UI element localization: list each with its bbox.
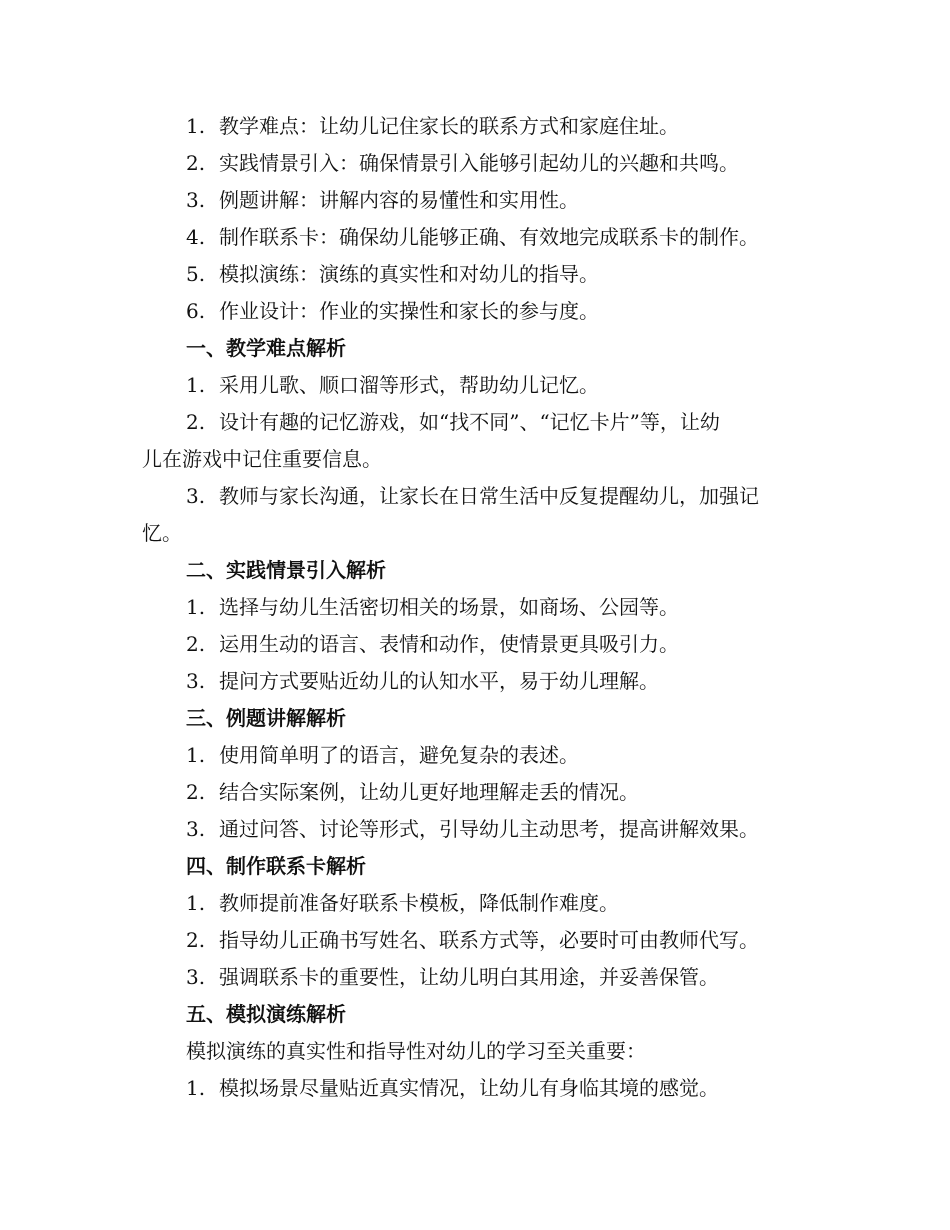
list-item-continuation: 儿在游戏中记住重要信息。 [142, 447, 382, 471]
list-item: 5. 模拟演练：演练的真实性和对幼儿的指导。 [186, 262, 599, 286]
list-item: 3. 提问方式要贴近幼儿的认知水平，易于幼儿理解。 [186, 669, 659, 693]
list-item: 1. 使用简单明了的语言，避免复杂的表述。 [186, 743, 579, 767]
section-heading: 四、制作联系卡解析 [186, 854, 366, 878]
list-item: 3. 教师与家长沟通，让家长在日常生活中反复提醒幼儿，加强记 [186, 484, 759, 508]
section-heading: 一、教学难点解析 [186, 336, 346, 360]
list-item: 6. 作业设计：作业的实操性和家长的参与度。 [186, 299, 599, 323]
list-item: 4. 制作联系卡：确保幼儿能够正确、有效地完成联系卡的制作。 [186, 225, 759, 249]
list-item: 2. 设计有趣的记忆游戏，如“找不同”、“记忆卡片”等，让幼 [186, 410, 720, 434]
list-item: 1. 采用儿歌、顺口溜等形式，帮助幼儿记忆。 [186, 373, 599, 397]
section-heading: 三、例题讲解解析 [186, 706, 346, 730]
list-item: 2. 实践情景引入：确保情景引入能够引起幼儿的兴趣和共鸣。 [186, 151, 739, 175]
intro-list [142, 108, 810, 330]
list-item: 1. 模拟场景尽量贴近真实情况，让幼儿有身临其境的感觉。 [186, 1076, 719, 1100]
list-item: 2. 指导幼儿正确书写姓名、联系方式等，必要时可由教师代写。 [186, 928, 759, 952]
paragraph: 模拟演练的真实性和指导性对幼儿的学习至关重要： [186, 1039, 646, 1063]
list-item: 3. 例题讲解：讲解内容的易懂性和实用性。 [186, 188, 579, 212]
list-item: 1. 选择与幼儿生活密切相关的场景，如商场、公园等。 [186, 595, 679, 619]
section-heading: 二、实践情景引入解析 [186, 558, 386, 582]
list-item: 3. 通过问答、讨论等形式，引导幼儿主动思考，提高讲解效果。 [186, 817, 759, 841]
list-item: 1. 教学难点：让幼儿记住家长的联系方式和家庭住址。 [186, 114, 679, 138]
list-item: 2. 结合实际案例，让幼儿更好地理解走丢的情况。 [186, 780, 639, 804]
list-item: 3. 强调联系卡的重要性，让幼儿明白其用途，并妥善保管。 [186, 965, 719, 989]
list-item: 1. 教师提前准备好联系卡模板，降低制作难度。 [186, 891, 619, 915]
document-body [142, 108, 810, 1107]
list-item-continuation: 忆。 [142, 521, 182, 545]
list-item: 2. 运用生动的语言、表情和动作，使情景更具吸引力。 [186, 632, 679, 656]
section-heading: 五、模拟演练解析 [186, 1002, 346, 1026]
